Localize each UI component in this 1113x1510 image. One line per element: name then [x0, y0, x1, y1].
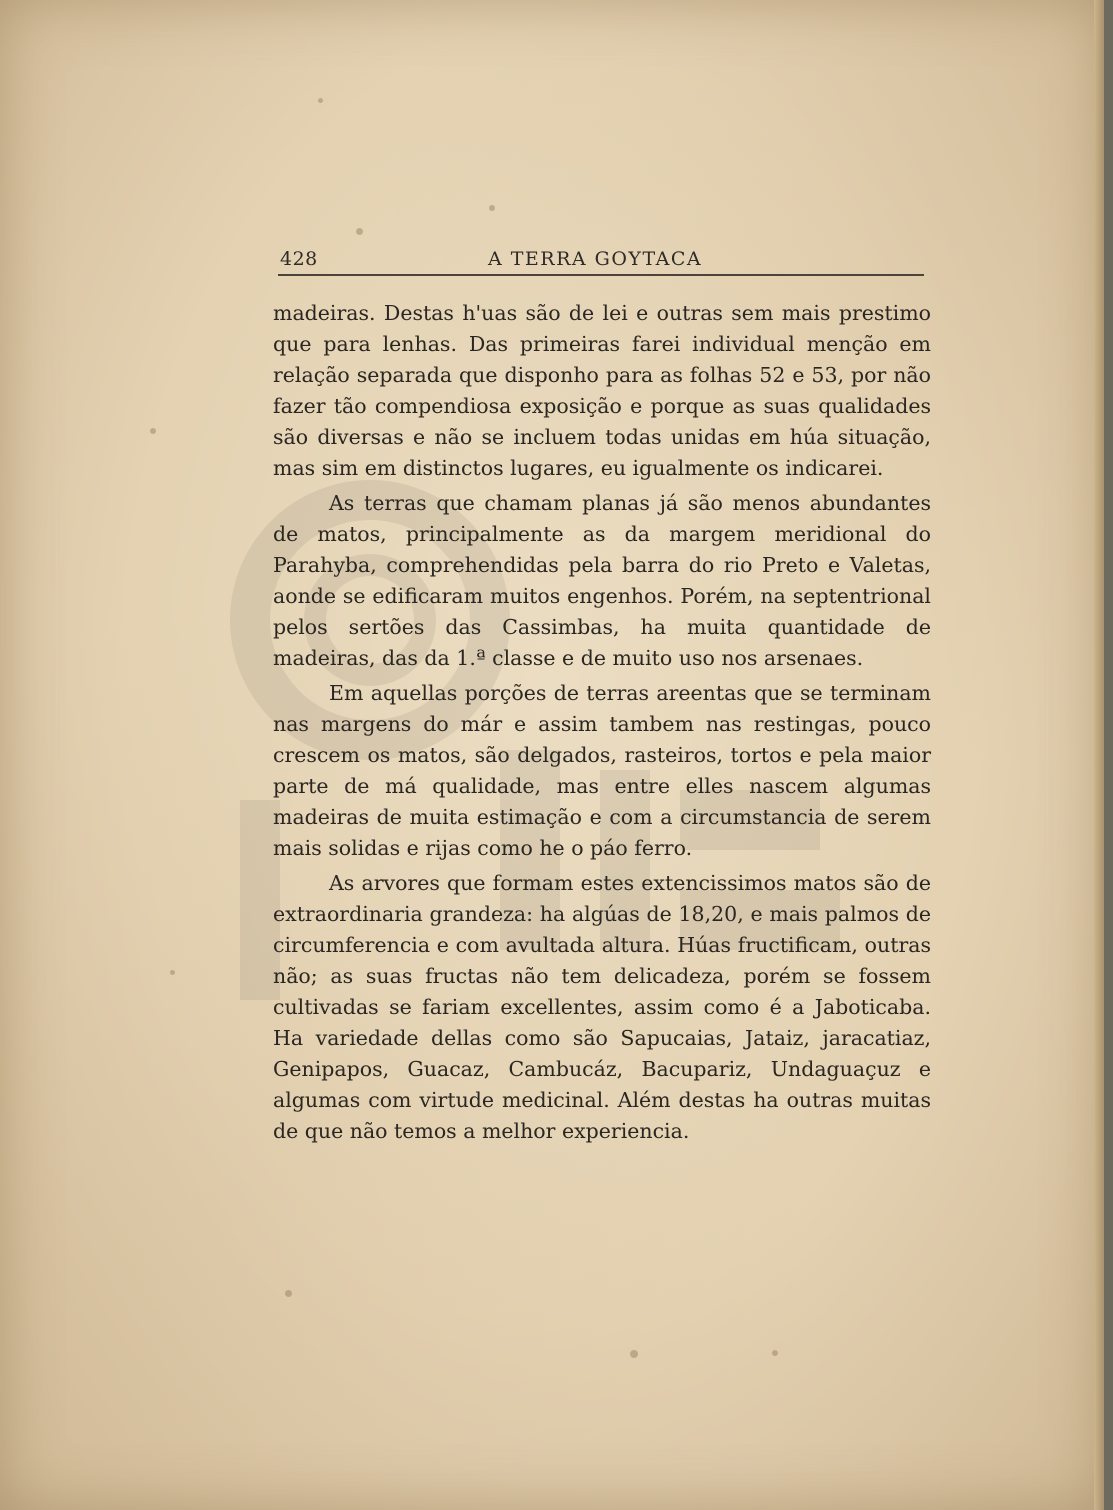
- paper-speck: [318, 98, 323, 103]
- paragraph-3: Em aquellas porções de terras areentas que se terminam nas margens do már e assim tambem nas restingas, pouco crescem os matos, são delgados, rasteiros, tortos e pela maior parte de má qualidade, mas entre elles nascem algumas madeiras de muita estimação e com a circumstancia de serem mais solidas e rijas como he o páo ferro.: [273, 681, 931, 860]
- page-header: [278, 246, 924, 276]
- running-title: A TERRA GOYTACA: [488, 248, 703, 270]
- paragraph-2: As terras que chamam planas já são menos abundantes de matos, principalmente as da margem meridional do Parahyba, comprehendidas pela barra do rio Preto e Valetas, aonde se edificaram muitos engenhos. Porém, na septentrional pelos sertões das Cassimbas, ha muita quantidade de madeiras, das da 1.ª classe e de muito uso nos arsenaes.: [273, 491, 931, 670]
- paper-speck: [285, 1290, 292, 1297]
- paper-speck: [772, 1350, 778, 1356]
- paper-speck: [356, 228, 363, 235]
- paper-speck: [150, 428, 156, 434]
- page-edge: [1094, 0, 1104, 1510]
- paper-speck: [489, 205, 495, 211]
- paper-speck: [170, 970, 175, 975]
- paragraph-4: As arvores que formam estes extencissimos matos são de extraordinaria grandeza: ha algúas de 18,20, e mais palmos de circumferencia e com avultada altura. Húas fructificam, outras não; as suas fructas não tem delicadeza, porém se fossem cultivadas se fariam excellentes, assim como é a Jaboticaba. Ha variedade dellas como são Sapucaias, Jataiz, jaracatiaz, Genipapos, Guacaz, Cambucáz, Bacupariz, Undaguaçuz e algumas com virtude medicinal. Além destas ha outras muitas de que não temos a melhor experiencia.: [273, 871, 931, 1143]
- paragraph-1: madeiras. Destas h'uas são de lei e outras sem mais prestimo que para lenhas. Das primeiras farei individual menção em relação separada que disponho para as folhas 52 e 53, por não fazer tão compendiosa exposição e porque as suas qualidades são diversas e não se incluem todas unidas em húa situação, mas sim em distinctos lugares, eu igualmente os indicarei.: [273, 301, 931, 480]
- body-text: [273, 298, 931, 1151]
- paper-speck: [630, 1350, 638, 1358]
- page-number: 428: [280, 248, 318, 270]
